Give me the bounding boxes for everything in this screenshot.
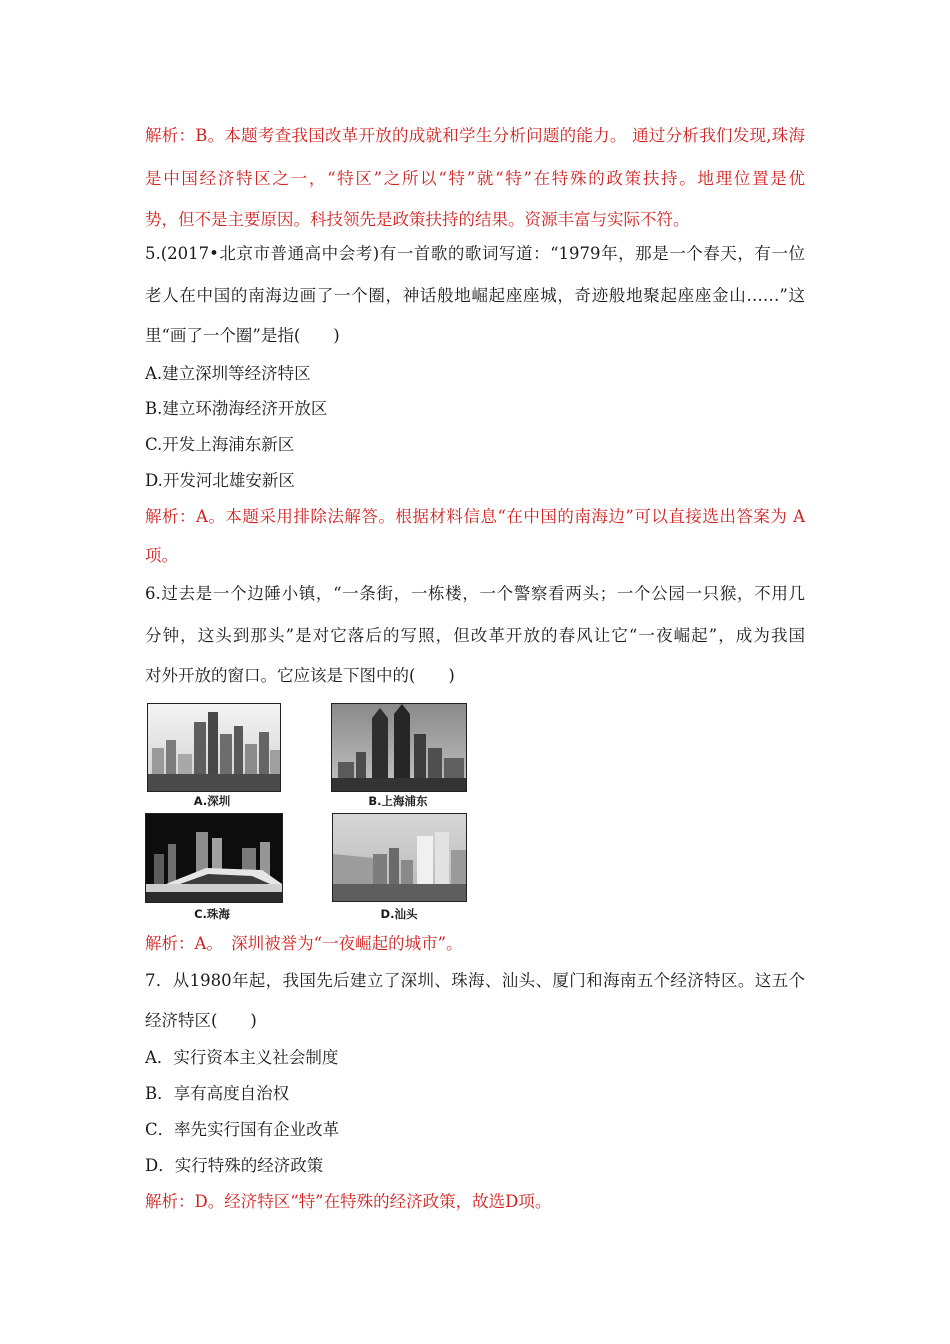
question-5-option-c: C.开发上海浦东新区 [145, 435, 295, 454]
question-7-option-c: C．率先实行国有企业改革 [145, 1120, 340, 1139]
question-6-line-3: 对外开放的窗口。它应该是下图中的( ) [145, 666, 455, 685]
question-5-line-1: 5.(2017•北京市普通高中会考)有一首歌的歌词写道：“1979年，那是一个春天，有一位 [145, 244, 805, 263]
photo-caption-a: A.深圳 [193, 794, 231, 808]
photo-zhuhai [145, 813, 283, 903]
answer-4-line-3: 势，但不是主要原因。科技领先是政策扶持的结果。资源丰富与实际不符。 [145, 210, 690, 229]
question-6-line-2: 分钟，这头到那头”是对它落后的写照，但改革开放的春风让它“一夜崛起”，成为我国 [145, 626, 805, 645]
photo-shanghai-pudong [331, 703, 467, 792]
answer-7-line-1: 解析：D。经济特区“特”在特殊的经济政策，故选D项。 [145, 1192, 552, 1211]
question-5-line-2: 老人在中国的南海边画了一个圈，神话般地崛起座座城，奇迹般地聚起座座金山……”这 [145, 286, 805, 305]
question-7-option-b: B．享有高度自治权 [145, 1084, 290, 1103]
photo-shenzhen [147, 703, 281, 792]
photo-caption-c: C.珠海 [194, 907, 230, 921]
question-7-option-d: D．实行特殊的经济政策 [145, 1156, 324, 1175]
answer-4-line-1: 解析：B。本题考查我国改革开放的成就和学生分析问题的能力。 通过分析我们发现,珠海 [145, 126, 805, 145]
question-7-option-a: A．实行资本主义社会制度 [145, 1048, 339, 1067]
answer-6-line-1: 解析：A。 深圳被誉为“一夜崛起的城市”。 [145, 934, 463, 953]
question-5-option-b: B.建立环渤海经济开放区 [145, 399, 328, 418]
answer-5-line-1: 解析：A。本题采用排除法解答。根据材料信息“在中国的南海边”可以直接选出答案为 A [145, 507, 805, 526]
answer-4-line-2: 是中国经济特区之一，“特区”之所以“特”就“特”在特殊的政策扶持。地理位置是优 [145, 169, 805, 188]
photo-caption-d: D.汕头 [380, 907, 418, 921]
answer-5-line-2: 项。 [145, 546, 178, 565]
question-6-line-1: 6.过去是一个边陲小镇，“一条街，一栋楼，一个警察看两头；一个公园一只猴，不用几 [145, 584, 805, 603]
question-5-option-d: D.开发河北雄安新区 [145, 471, 295, 490]
photo-caption-b: B.上海浦东 [368, 794, 428, 808]
question-5-option-a: A.建立深圳等经济特区 [145, 364, 311, 383]
question-5-line-3: 里“画了一个圈”是指( ) [145, 326, 340, 345]
question-7-line-2: 经济特区( ) [145, 1011, 257, 1030]
photo-shantou [332, 813, 467, 902]
question-7-line-1: 7．从1980年起，我国先后建立了深圳、珠海、汕头、厦门和海南五个经济特区。这五个 [145, 971, 805, 990]
